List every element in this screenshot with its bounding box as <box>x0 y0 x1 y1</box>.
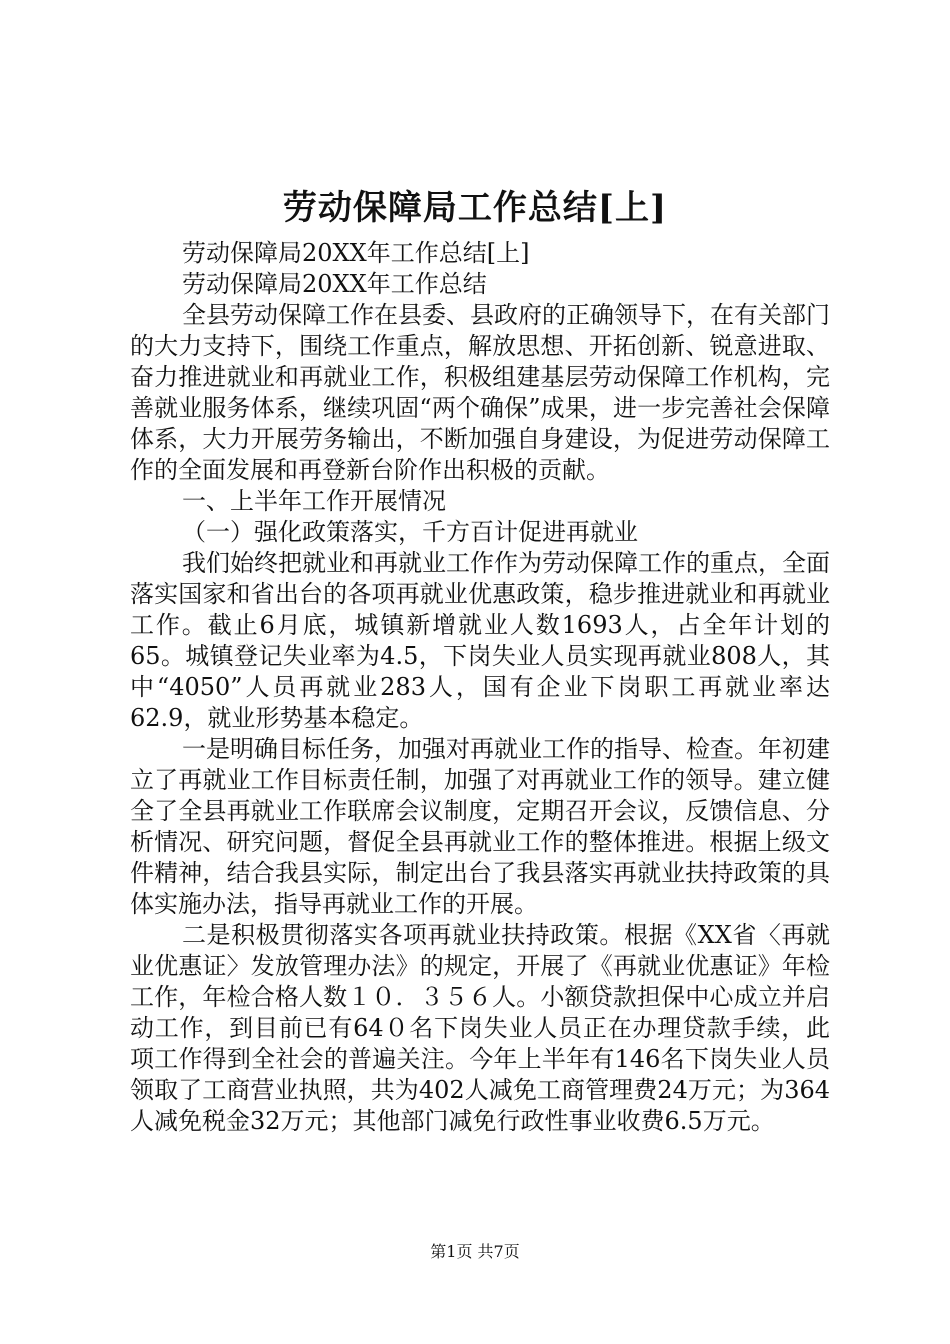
intro-paragraph: 全县劳动保障工作在县委、县政府的正确领导下，在有关部门的大力支持下，围绕工作重点，解放思想、开拓创新、锐意进取、奋力推进就业和再就业工作，积极组建基层劳动保障工作机构，完善就业服务体系，继续巩固“两个确保”成果，进一步完善社会保障体系，大力开展劳务输出，不断加强自身建设，为促进劳动保障工作的全面发展和再登新台阶作出积极的贡献。 <box>130 301 830 484</box>
document-title: 劳动保障局工作总结[上] <box>282 188 668 228</box>
document-body <box>130 238 830 1137</box>
employment-paragraph: 我们始终把就业和再就业工作作为劳动保障工作的重点，全面落实国家和省出台的各项再就业优惠政策，稳步推进就业和再就业工作。截止6月底，城镇新增就业人数1693人，占全年计划的65。城镇登记失业率为4.5，下岗失业人员实现再就业808人，其中“4050”人员再就业283人，国有企业下岗职工再就业率达62.9，就业形势基本稳定。 <box>130 549 830 732</box>
subtitle-line-1: 劳动保障局20XX年工作总结[上] <box>182 239 530 267</box>
section-heading: 一、上半年工作开展情况 <box>182 487 446 515</box>
subsection-heading: （一）强化政策落实，千方百计促进再就业 <box>182 518 638 546</box>
page-footer: 第1页 共7页 <box>430 1242 520 1261</box>
subtitle-line-2: 劳动保障局20XX年工作总结 <box>182 270 487 298</box>
task-paragraph: 一是明确目标任务，加强对再就业工作的指导、检查。年初建立了再就业工作目标责任制，加强了对再就业工作的领导。建立健全了全县再就业工作联席会议制度，定期召开会议，反馈信息、分析情况、研究问题，督促全县再就业工作的整体推进。根据上级文件精神，结合我县实际，制定出台了我县落实再就业扶持政策的具体实施办法，指导再就业工作的开展。 <box>130 735 830 918</box>
policy-paragraph: 二是积极贯彻落实各项再就业扶持政策。根据《XX省〈再就业优惠证〉发放管理办法》的规定，开展了《再就业优惠证》年检工作，年检合格人数１０．３５６人。小额贷款担保中心成立并启动工作，到目前已有64０名下岗失业人员正在办理贷款手续，此项工作得到全社会的普遍关注。今年上半年有146名下岗失业人员领取了工商营业执照，共为402人减免工商管理费24万元；为364人减免税金32万元；其他部门减免行政性事业收费6.5万元。 <box>130 921 830 1135</box>
